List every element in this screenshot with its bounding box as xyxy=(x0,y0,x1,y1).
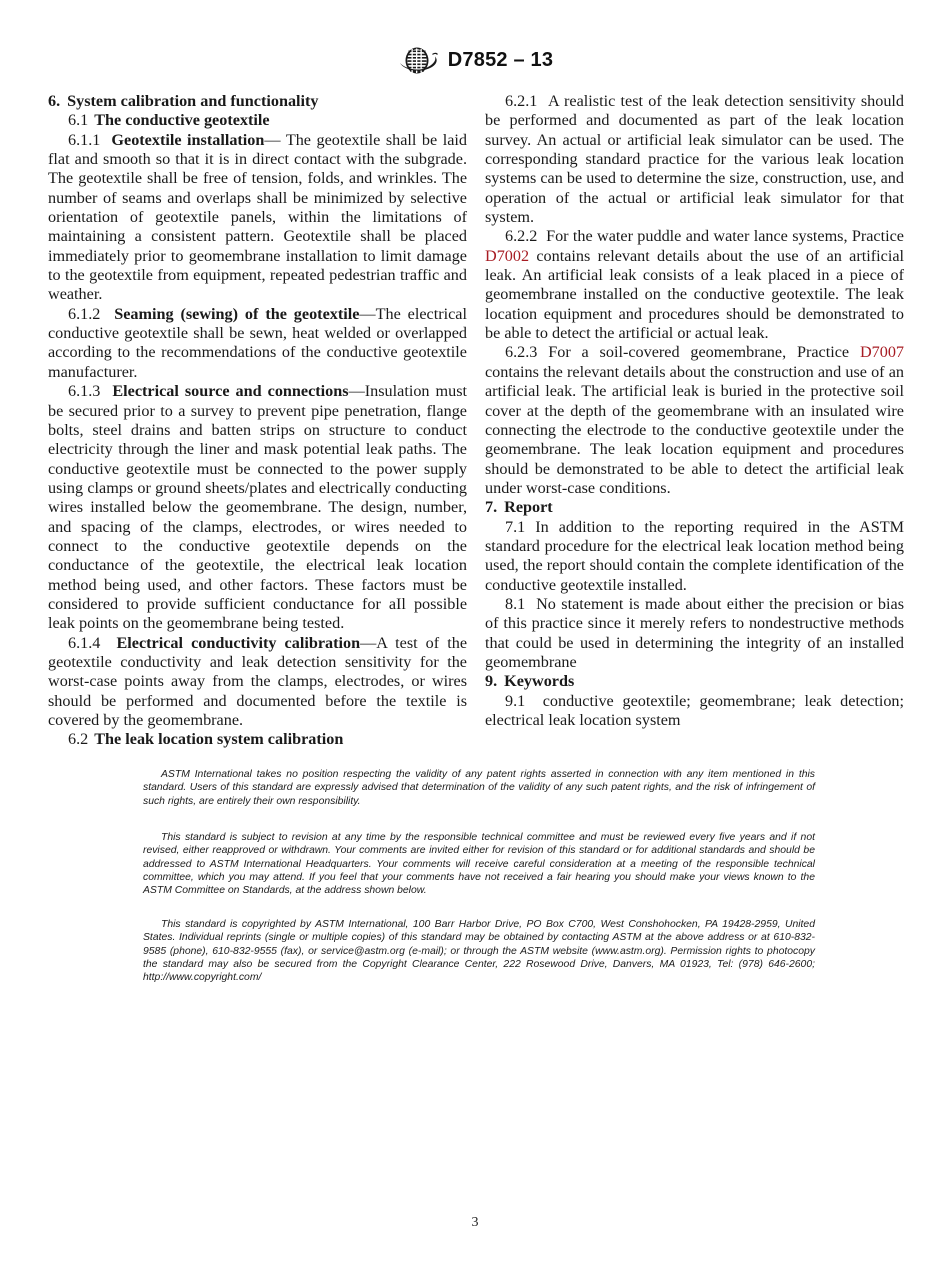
paragraph-6-2-3-body-part1: For a soil-covered geomembrane, Practice xyxy=(548,343,860,362)
page-header xyxy=(0,46,950,75)
paragraph-9-1-number: 9.1 xyxy=(505,691,526,710)
heading-subsection-6-1-number: 6.1 xyxy=(68,111,89,130)
paragraph-9-1 xyxy=(485,692,904,731)
paragraph-8-1-number: 8.1 xyxy=(505,594,526,613)
paragraph-6-1-3 xyxy=(48,382,467,633)
paragraph-6-2-1-number: 6.2.1 xyxy=(505,92,538,110)
paragraph-7-1 xyxy=(485,518,904,595)
paragraph-6-1-2-lead: Seaming (sewing) of the geotextile xyxy=(114,304,360,323)
heading-section-6-number: 6. xyxy=(48,92,61,110)
paragraph-6-1-1-body: — The geotextile shall be laid flat and smooth so that it is in direct contact with the subgrade. The geotextile shall be free of tension, folds, and wrinkles. The number of seams and overlaps shall be minimized by selective orientation of geotextile panels, within the limitations of maintaining a consistent pattern. Geotextile shall be placed immediately prior to geomembrane installation to limit damage to the geotextile from equipment, repeated pedestrian traffic and weather. xyxy=(48,130,468,304)
paragraph-6-1-3-lead: Electrical source and connections xyxy=(112,382,349,401)
paragraph-6-1-1-number: 6.1.1 xyxy=(68,130,101,149)
heading-section-6-text: System calibration and functionality xyxy=(67,92,319,110)
heading-section-9-number: 9. xyxy=(485,672,498,691)
page-number: 3 xyxy=(471,1215,479,1230)
paragraph-6-1-4-lead: Electrical conductivity calibration xyxy=(116,633,361,652)
right-column xyxy=(485,92,904,750)
paragraph-8-1-body: No statement is made about either the precision or bias of this practice since it merely refers to nondestructive methods that could be used in determining the integrity of an installed geomembrane xyxy=(485,594,904,671)
paragraph-7-1-number: 7.1 xyxy=(505,517,526,536)
left-column xyxy=(48,92,467,750)
paragraph-6-1-3-number: 6.1.3 xyxy=(68,382,101,401)
paragraph-6-1-2-body: —The electrical conductive geotextile shall be sewn, heat welded or overlapped according to the recommendations of the conductive geotextile manufacturer. xyxy=(48,304,467,381)
heading-subsection-6-2-number: 6.2 xyxy=(68,730,89,749)
paragraph-6-1-1-lead: Geotextile installation xyxy=(111,130,265,149)
heading-subsection-6-2-text: The leak location system calibration xyxy=(94,730,344,749)
paragraph-6-1-2 xyxy=(48,305,467,382)
paragraph-6-2-3 xyxy=(485,343,904,498)
paragraph-6-2-2 xyxy=(485,227,904,343)
legal-revision-notice xyxy=(143,831,815,897)
paragraph-7-1-body: In addition to the reporting required in the ASTM standard procedure for the electrical leak location method being used, the report should contain the complete identification of the conductive geotextile installed. xyxy=(485,517,904,594)
legal-patent-notice-text: ASTM International takes no position respecting the validity of any patent rights asserted in connection with any item mentioned in this standard. Users of this standard are expressly advised that determination of the validity of any such patent rights, and the risk of infringement of such rights, are entirely their own responsibility. xyxy=(143,769,815,807)
paragraph-9-1-body: conductive geotextile; geomembrane; leak detection; electrical leak location system xyxy=(485,691,904,729)
reference-link-d7007[interactable]: D7007 xyxy=(859,343,905,362)
paragraph-6-2-2-body-part1: For the water puddle and water lance systems, Practice xyxy=(546,227,904,246)
heading-subsection-6-2 xyxy=(48,730,467,749)
body-columns xyxy=(48,92,904,750)
heading-section-7 xyxy=(485,498,904,517)
paragraph-6-2-1-body: A realistic test of the leak detection sensitivity should be performed and documented as part of the leak location survey. An actual or artificial leak simulator can be used. The corresponding standard practice for the various leak location systems can be used to determine the size, construction, use, and operation of the actual or artificial leak simulator for that system. xyxy=(485,92,904,227)
legal-copyright-notice-text: This standard is copyrighted by ASTM International, 100 Barr Harbor Drive, PO Box C700, West Conshohocken, PA 19428-2959, United States. Individual reprints (single or multiple copies) of this standard may be obtained by contacting ASTM at the above address or at 610-832-9585 (phone), 610-832-9555 (fax), or service@astm.org (e-mail); or through the ASTM website (www.astm.org). Permission rights to photocopy the standard may also be secured from the Copyright Clearance Center, 222 Rosewood Drive, Danvers, MA 01923, Tel: (978) 646-2600; http://www.copyright.com/ xyxy=(143,919,815,984)
heading-section-9-text: Keywords xyxy=(504,672,575,691)
paragraph-8-1 xyxy=(485,595,904,672)
astm-logo-icon xyxy=(397,46,439,75)
paragraph-6-2-3-number: 6.2.3 xyxy=(505,343,538,362)
heading-section-9 xyxy=(485,672,904,691)
heading-subsection-6-1-text: The conductive geotextile xyxy=(94,111,270,130)
reference-link-d7002[interactable]: D7002 xyxy=(485,246,530,265)
heading-section-6 xyxy=(48,92,467,111)
heading-subsection-6-1 xyxy=(48,111,467,130)
paragraph-6-2-3-body-part2: contains the relevant details about the construction and use of an artificial leak. The artificial leak is buried in the protective soil cover at the depth of the geomembrane with an insulated wire connecting the electrode to the conductive geotextile under the geomembrane. The leak location equipment and procedures should be demonstrated to be able to detect the artificial leak under worst-case conditions. xyxy=(485,362,904,497)
paragraph-6-2-1 xyxy=(485,92,904,227)
paragraph-6-1-4-body: —A test of the geotextile conductivity and leak detection sensitivity for the worst-case points away from the clamps, electrodes, or wires should be performed and documented before the textile is covered by the geomembrane. xyxy=(48,633,467,729)
paragraph-6-1-2-number: 6.1.2 xyxy=(68,304,101,323)
paragraph-6-2-2-body-part2: contains relevant details about the use of an artificial leak. An artificial leak consists of a leak placed in a piece of geomembrane installed on the conductive geotextile. The leak location equipment and procedures should be demonstrated to be able to detect the artificial or actual leak. xyxy=(485,246,904,343)
paragraph-6-2-2-number: 6.2.2 xyxy=(505,227,538,246)
document-designation: D7852 – 13 xyxy=(447,49,554,71)
legal-copyright-notice xyxy=(143,918,815,984)
legal-revision-notice-text: This standard is subject to revision at any time by the responsible technical committee and must be reviewed every five years and if not revised, either reapproved or withdrawn. Your comments are invited either for revision of this standard or for additional standards and should be addressed to ASTM International Headquarters. Your comments will receive careful consideration at a meeting of the responsible technical committee, which you may attend. If you feel that your comments have not received a fair hearing you should make your views known to the ASTM Committee on Standards, at the address shown below. xyxy=(143,832,815,897)
paragraph-6-1-4 xyxy=(48,634,467,731)
heading-section-7-text: Report xyxy=(504,498,553,517)
heading-section-7-number: 7. xyxy=(485,498,498,517)
paragraph-6-1-1 xyxy=(48,131,467,305)
paragraph-6-1-4-number: 6.1.4 xyxy=(68,633,101,652)
legal-patent-notice xyxy=(143,768,815,808)
paragraph-6-1-3-body: —Insulation must be secured prior to a survey to prevent pipe penetration, flange bolts, steel drains and batten strips on structure to conduct electricity through the liner and mask potential leak paths. The conductive geotextile must be connected to the power supply using clamps or ground sheets/plates and electrically conducting wires installed below the geomembrane. The design, number, and spacing of the clamps, electrodes, or wires needed to connect to the conductive geotextile depends on the conductance of the geotextile, the electrical leak location method being used, and other factors. These factors must be considered to provide sufficient conductance for aIl possible leak points on the geomembrane being tested. xyxy=(48,382,467,633)
